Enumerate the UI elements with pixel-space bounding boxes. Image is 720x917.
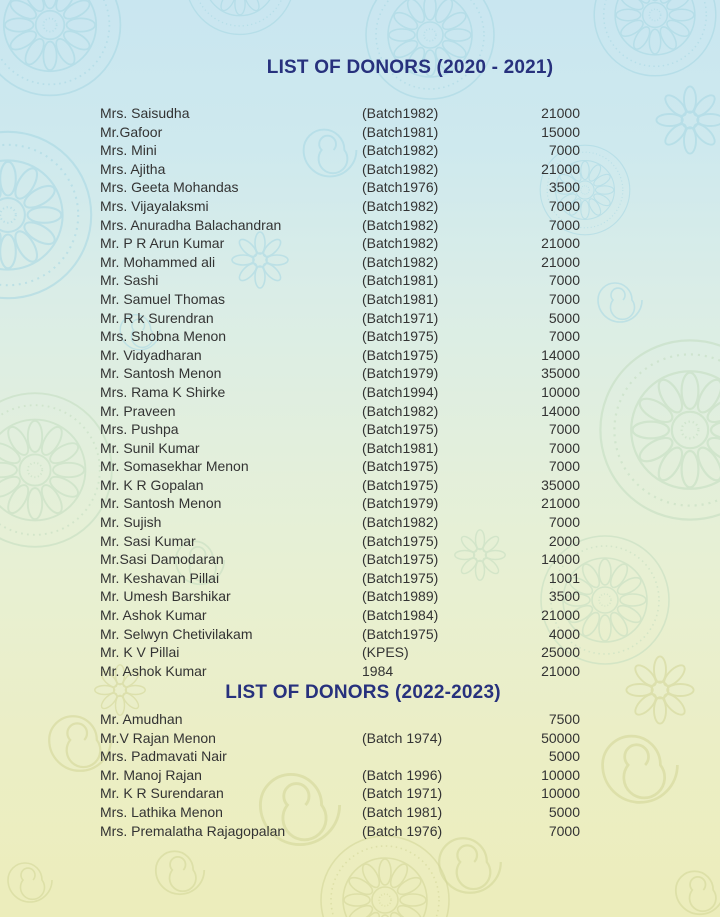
donor-name: Mr. K R Surendaran	[100, 785, 224, 802]
donor-batch	[362, 747, 480, 766]
donor-amount: 14000	[541, 551, 580, 568]
donor-amount: 14000	[541, 402, 580, 419]
donor-row	[100, 710, 580, 729]
donor-row	[100, 197, 580, 216]
donor-amount: 21000	[541, 662, 580, 679]
donor-amount: 5000	[548, 803, 580, 820]
donor-batch: (Batch1975)	[362, 532, 439, 549]
donor-name: Mr. Santosh Menon	[100, 495, 222, 512]
donor-list-2022-2023	[100, 710, 580, 840]
donor-batch: (KPES)	[362, 644, 409, 661]
donor-amount: 1001	[548, 569, 580, 586]
donor-amount: 50000	[541, 729, 580, 746]
donor-amount: 7000	[548, 272, 580, 289]
donor-name: Mr. Amudhan	[100, 711, 183, 727]
donor-batch: (Batch1975)	[362, 328, 439, 345]
donor-row	[100, 662, 580, 681]
donor-batch: (Batch1982)	[362, 160, 439, 177]
donor-amount: 7000	[548, 458, 580, 475]
donor-batch: (Batch 1981)	[362, 803, 443, 820]
donor-name: Mrs. Pushpa	[100, 421, 179, 438]
donor-name: Mr. Somasekhar Menon	[100, 458, 249, 475]
donor-row	[100, 494, 580, 513]
donor-batch: (Batch1975)	[362, 476, 439, 493]
donor-amount: 7000	[548, 439, 580, 456]
donor-batch: (Batch1982)	[362, 235, 439, 252]
donor-row	[100, 606, 580, 625]
donor-row	[100, 402, 580, 421]
donor-name: Mr. R k Surendran	[100, 309, 214, 326]
donor-name: Mr. Santosh Menon	[100, 365, 222, 382]
donor-amount: 5000	[548, 748, 580, 765]
donor-amount: 7000	[548, 142, 580, 159]
donor-row	[100, 457, 580, 476]
donor-row	[100, 822, 580, 841]
donor-row	[100, 643, 580, 662]
donor-name: Mr. K V Pillai	[100, 644, 180, 661]
donor-batch: (Batch 1971)	[362, 785, 443, 802]
donor-row	[100, 216, 580, 235]
donor-name: Mr. Keshavan Pillai	[100, 569, 220, 586]
donor-name: Mrs. Geeta Mohandas	[100, 179, 239, 196]
donor-name: Mr.Gafoor	[100, 123, 163, 140]
donor-name: Mr. K R Gopalan	[100, 476, 204, 493]
donor-amount: 2000	[548, 532, 580, 549]
donor-name: Mr. Sujish	[100, 514, 162, 531]
donor-batch: (Batch1984)	[362, 607, 439, 624]
donor-name: Mrs. Mini	[100, 142, 157, 159]
donor-batch: (Batch1989)	[362, 588, 439, 605]
donor-row	[100, 587, 580, 606]
donor-amount: 10000	[541, 383, 580, 400]
donor-batch: (Batch1994)	[362, 383, 439, 400]
donor-batch: (Batch1975)	[362, 421, 439, 438]
donor-amount: 21000	[541, 105, 580, 121]
donor-name: Mr. Sunil Kumar	[100, 439, 200, 456]
donor-batch: (Batch 1974)	[362, 729, 443, 746]
donor-name: Mr. Samuel Thomas	[100, 290, 226, 307]
donor-row	[100, 234, 580, 253]
donor-row	[100, 550, 580, 569]
donor-batch: (Batch 1996)	[362, 766, 443, 783]
donor-amount: 21000	[541, 253, 580, 270]
donor-amount: 25000	[541, 644, 580, 661]
donor-row	[100, 160, 580, 179]
donor-name: Mr. Umesh Barshikar	[100, 588, 231, 605]
donor-amount: 7000	[548, 216, 580, 233]
section-title-2022-2023: LIST OF DONORS (2022-2023)	[225, 682, 501, 703]
donor-amount: 7500	[548, 711, 580, 727]
donor-amount: 7000	[548, 514, 580, 531]
donor-amount: 21000	[541, 495, 580, 512]
donor-row	[100, 383, 580, 402]
donor-batch: 1984	[362, 662, 394, 679]
donor-name: Mr. Ashok Kumar	[100, 662, 207, 679]
section-title-2020-2021: LIST OF DONORS (2020 - 2021)	[266, 57, 554, 78]
donor-name: Mrs. Rama K Shirke	[100, 383, 226, 400]
donor-amount: 35000	[541, 476, 580, 493]
donor-name: Mr. P R Arun Kumar	[100, 235, 225, 252]
donor-name: Mrs. Vijayalaksmi	[100, 197, 209, 214]
donor-batch: (Batch1982)	[362, 197, 439, 214]
donor-amount: 7000	[548, 822, 580, 839]
donor-batch: (Batch1982)	[362, 216, 439, 233]
donor-amount: 15000	[541, 123, 580, 140]
donor-row	[100, 141, 580, 160]
donor-amount: 3500	[548, 588, 580, 605]
donor-name: Mr. Mohammed ali	[100, 253, 216, 270]
donor-row	[100, 784, 580, 803]
donor-row	[100, 569, 580, 588]
donor-name: Mrs. Shobna Menon	[100, 328, 227, 345]
donor-name: Mr. Sasi Kumar	[100, 532, 196, 549]
donor-amount: 10000	[541, 785, 580, 802]
donor-name: Mr. Ashok Kumar	[100, 607, 207, 624]
donor-name: Mrs. Premalatha Rajagopalan	[100, 822, 286, 839]
donor-row	[100, 123, 580, 142]
donor-name: Mrs. Lathika Menon	[100, 803, 223, 820]
donor-row	[100, 364, 580, 383]
donor-row	[100, 420, 580, 439]
donor-name: Mrs. Anuradha Balachandran	[100, 216, 282, 233]
donor-batch: (Batch1981)	[362, 123, 439, 140]
donor-name: Mrs. Ajitha	[100, 160, 166, 177]
donor-amount: 35000	[541, 365, 580, 382]
donor-batch: (Batch1979)	[362, 495, 439, 512]
donor-name: Mr. Praveen	[100, 402, 176, 419]
donor-row	[100, 178, 580, 197]
donor-batch: (Batch1981)	[362, 290, 439, 307]
donor-row	[100, 253, 580, 272]
donor-row	[100, 747, 580, 766]
donor-batch: (Batch1975)	[362, 458, 439, 475]
donor-batch: (Batch1975)	[362, 551, 439, 568]
donor-batch: (Batch1982)	[362, 142, 439, 159]
donor-name: Mr.V Rajan Menon	[100, 729, 216, 746]
donor-row	[100, 803, 580, 822]
donor-row	[100, 476, 580, 495]
donor-batch: (Batch1982)	[362, 253, 439, 270]
donor-name: Mrs. Padmavati Nair	[100, 748, 227, 765]
donor-batch: (Batch1979)	[362, 365, 439, 382]
donor-amount: 7000	[548, 197, 580, 214]
donor-amount: 7000	[548, 290, 580, 307]
donor-amount: 14000	[541, 346, 580, 363]
donor-name: Mr. Selwyn Chetivilakam	[100, 625, 253, 642]
donor-batch: (Batch1982)	[362, 514, 439, 531]
donor-batch: (Batch1975)	[362, 625, 439, 642]
donor-batch: (Batch1975)	[362, 346, 439, 363]
donor-row	[100, 104, 580, 123]
donor-batch: (Batch1982)	[362, 105, 439, 121]
donor-name: Mr. Manoj Rajan	[100, 766, 202, 783]
donor-amount: 5000	[548, 309, 580, 326]
donor-batch: (Batch1981)	[362, 439, 439, 456]
donor-amount: 3500	[548, 179, 580, 196]
donor-row	[100, 346, 580, 365]
donor-amount: 10000	[541, 766, 580, 783]
donor-amount: 7000	[548, 328, 580, 345]
donor-row	[100, 309, 580, 328]
donor-name: Mrs. Saisudha	[100, 105, 190, 121]
donor-amount: 21000	[541, 607, 580, 624]
donor-row	[100, 729, 580, 748]
donor-row	[100, 766, 580, 785]
donor-amount: 7000	[548, 421, 580, 438]
donor-row	[100, 290, 580, 309]
donor-row	[100, 327, 580, 346]
donor-row	[100, 439, 580, 458]
donor-batch: (Batch 1976)	[362, 822, 443, 839]
donor-amount: 4000	[548, 625, 580, 642]
donor-amount: 21000	[541, 160, 580, 177]
donor-row	[100, 513, 580, 532]
donor-name: Mr. Vidyadharan	[100, 346, 202, 363]
donor-row	[100, 271, 580, 290]
donor-row	[100, 625, 580, 644]
donor-batch: (Batch1976)	[362, 179, 439, 196]
donor-amount: 21000	[541, 235, 580, 252]
donor-row	[100, 532, 580, 551]
donor-name: Mr. Sashi	[100, 272, 159, 289]
donor-batch: (Batch1975)	[362, 569, 439, 586]
donor-name: Mr.Sasi Damodaran	[100, 551, 224, 568]
donor-batch: (Batch1982)	[362, 402, 439, 419]
donor-list-2020-2021	[100, 104, 580, 680]
donor-batch: (Batch1981)	[362, 272, 439, 289]
donor-batch: (Batch1971)	[362, 309, 439, 326]
donor-batch	[362, 710, 480, 729]
